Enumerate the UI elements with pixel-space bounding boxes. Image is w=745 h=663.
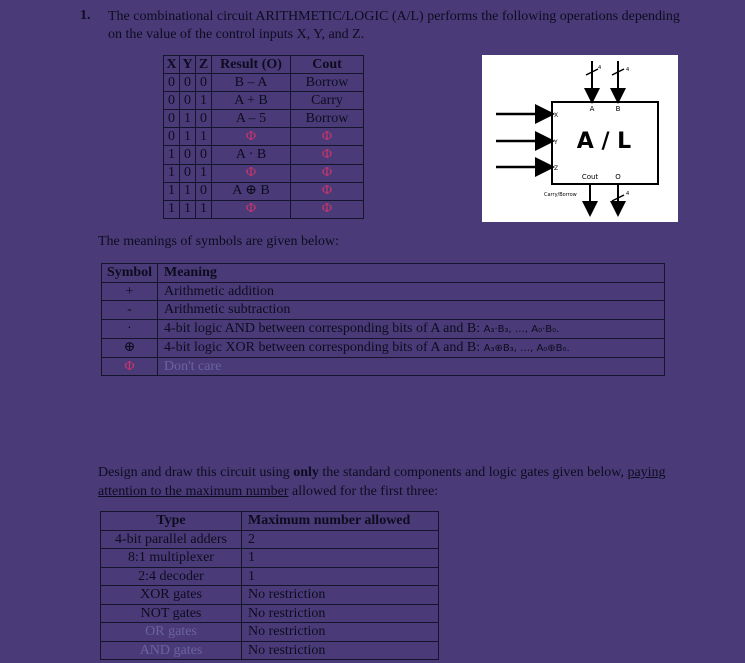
- meaning-example: A₃⊕B₃, …, A₀⊕B₀.: [483, 342, 570, 354]
- design-text-only: only: [293, 465, 319, 480]
- cell-y: 1: [180, 128, 196, 146]
- cout-label: Cout: [581, 173, 599, 181]
- symbols-table: [101, 263, 665, 376]
- type-cell: 4-bit parallel adders: [101, 530, 242, 549]
- table-row: [102, 357, 665, 376]
- truth-table-header: [164, 56, 364, 74]
- cell-y: 0: [180, 74, 196, 92]
- cell-y: 0: [180, 92, 196, 110]
- table-row: [102, 282, 665, 301]
- type-cell: 2:4 decoder: [101, 567, 242, 586]
- table-row: [164, 128, 364, 146]
- design-text-c: allowed for the first three:: [288, 484, 439, 499]
- cell-result: Φ: [212, 164, 291, 182]
- cell-z: 0: [196, 74, 212, 92]
- cell-x: 0: [164, 110, 180, 128]
- max-cell: No restriction: [242, 586, 439, 605]
- bus-width-b: 4: [626, 67, 630, 73]
- question-number: 1.: [80, 8, 91, 23]
- cell-cout: Φ: [291, 182, 364, 200]
- cell-x: 0: [164, 92, 180, 110]
- cell-z: 1: [196, 164, 212, 182]
- cell-z: 0: [196, 110, 212, 128]
- cell-x: 1: [164, 200, 180, 218]
- header-symbol: Symbol: [102, 264, 158, 283]
- symbol-cell: ⊕: [102, 338, 158, 357]
- cell-y: 1: [180, 182, 196, 200]
- meanings-title: The meanings of symbols are given below:: [98, 234, 340, 249]
- table-row: [164, 92, 364, 110]
- meaning-cell: [158, 357, 665, 376]
- meaning-cell: [158, 282, 665, 301]
- cell-y: 1: [180, 110, 196, 128]
- symbol-cell: -: [102, 301, 158, 320]
- cell-z: 1: [196, 200, 212, 218]
- cell-result: A + B: [212, 92, 291, 110]
- cell-x: 1: [164, 146, 180, 164]
- table-row: [102, 338, 665, 357]
- components-table: [100, 511, 439, 660]
- header-max: Maximum number allowed: [242, 512, 439, 531]
- type-cell: XOR gates: [101, 586, 242, 605]
- symbol-cell: Φ: [102, 357, 158, 376]
- cell-x: 1: [164, 164, 180, 182]
- table-row: [102, 319, 665, 338]
- symbol-cell: +: [102, 282, 158, 301]
- table-row: [164, 74, 364, 92]
- max-cell: No restriction: [242, 641, 439, 660]
- cell-cout: Φ: [291, 146, 364, 164]
- table-row: [164, 110, 364, 128]
- symbol-cell: ·: [102, 319, 158, 338]
- ctrl-z-label: Z: [554, 165, 559, 172]
- meaning-text: Arithmetic addition: [164, 283, 275, 299]
- input-a-label: A: [589, 105, 595, 113]
- header-type: Type: [101, 512, 242, 531]
- cell-result: A ⊕ B: [212, 182, 291, 200]
- max-cell: No restriction: [242, 604, 439, 623]
- bus-width-o: 4: [626, 191, 630, 197]
- cell-z: 0: [196, 182, 212, 200]
- question-text: The combinational circuit ARITHMETIC/LOGIC (A/L) performs the following operations depending on the value of the control inputs X, Y, and Z.: [108, 9, 680, 42]
- meaning-text: Don't care: [164, 358, 222, 374]
- header-y: Y: [180, 56, 196, 74]
- cell-cout: Φ: [291, 164, 364, 182]
- input-b-label: B: [615, 105, 621, 113]
- table-row: [101, 604, 439, 623]
- o-label: O: [615, 173, 621, 181]
- meaning-text: 4-bit logic AND between corresponding bits of A and B:: [164, 320, 481, 336]
- header-x: X: [164, 56, 180, 74]
- ctrl-y-label: Y: [554, 139, 558, 146]
- cell-x: 1: [164, 182, 180, 200]
- bus-width-a: 4: [598, 65, 602, 71]
- table-row: [101, 530, 439, 549]
- meaning-cell: [158, 319, 665, 338]
- max-cell: No restriction: [242, 623, 439, 642]
- table-row: [101, 549, 439, 568]
- cell-y: 0: [180, 164, 196, 182]
- al-block-diagram: [482, 55, 678, 222]
- cell-cout: Φ: [291, 200, 364, 218]
- cell-y: 0: [180, 146, 196, 164]
- cell-z: 1: [196, 128, 212, 146]
- max-cell: 1: [242, 549, 439, 568]
- type-cell: AND gates: [101, 641, 242, 660]
- table-row: [102, 301, 665, 320]
- max-cell: 1: [242, 567, 439, 586]
- al-block-label: A / L: [576, 129, 632, 154]
- carry-borrow-label: Carry/Borrow: [544, 192, 577, 198]
- cell-x: 0: [164, 128, 180, 146]
- max-cell: 2: [242, 530, 439, 549]
- cell-result: Φ: [212, 200, 291, 218]
- cell-y: 1: [180, 200, 196, 218]
- type-cell: 8:1 multiplexer: [101, 549, 242, 568]
- table-row: [101, 567, 439, 586]
- design-text-underline: paying attention to the maximum number: [98, 465, 666, 499]
- meaning-cell: [158, 338, 665, 357]
- meaning-text: 4-bit logic XOR between corresponding bits of A and B:: [164, 339, 481, 355]
- table-row: [164, 200, 364, 218]
- type-cell: NOT gates: [101, 604, 242, 623]
- cell-cout: Borrow: [291, 74, 364, 92]
- cell-result: B – A: [212, 74, 291, 92]
- ctrl-x-label: X: [554, 112, 559, 119]
- design-instructions: [98, 463, 683, 501]
- cell-result: A – 5: [212, 110, 291, 128]
- cell-z: 0: [196, 146, 212, 164]
- cell-cout: Φ: [291, 128, 364, 146]
- cell-cout: Borrow: [291, 110, 364, 128]
- table-row: [164, 164, 364, 182]
- cell-result: Φ: [212, 128, 291, 146]
- table-row: [101, 641, 439, 660]
- header-meaning: Meaning: [158, 264, 665, 283]
- table-row: [101, 623, 439, 642]
- design-text-a: Design and draw this circuit using: [98, 465, 294, 480]
- type-cell: OR gates: [101, 623, 242, 642]
- cell-cout: Carry: [291, 92, 364, 110]
- table-row: [101, 586, 439, 605]
- cell-z: 1: [196, 92, 212, 110]
- symbols-table-header: [102, 264, 665, 283]
- components-table-header: [101, 512, 439, 531]
- cell-x: 0: [164, 74, 180, 92]
- header-z: Z: [196, 56, 212, 74]
- table-row: [164, 146, 364, 164]
- header-cout: Cout: [291, 56, 364, 74]
- cell-result: A · B: [212, 146, 291, 164]
- design-text-b: the standard components and logic gates given below,: [318, 465, 628, 480]
- meaning-cell: [158, 301, 665, 320]
- meaning-text: Arithmetic subtraction: [164, 302, 291, 318]
- table-row: [164, 182, 364, 200]
- meaning-example: A₃·B₃, …, A₀·B₀.: [483, 323, 560, 335]
- truth-table: [163, 55, 364, 219]
- header-result: Result (O): [212, 56, 291, 74]
